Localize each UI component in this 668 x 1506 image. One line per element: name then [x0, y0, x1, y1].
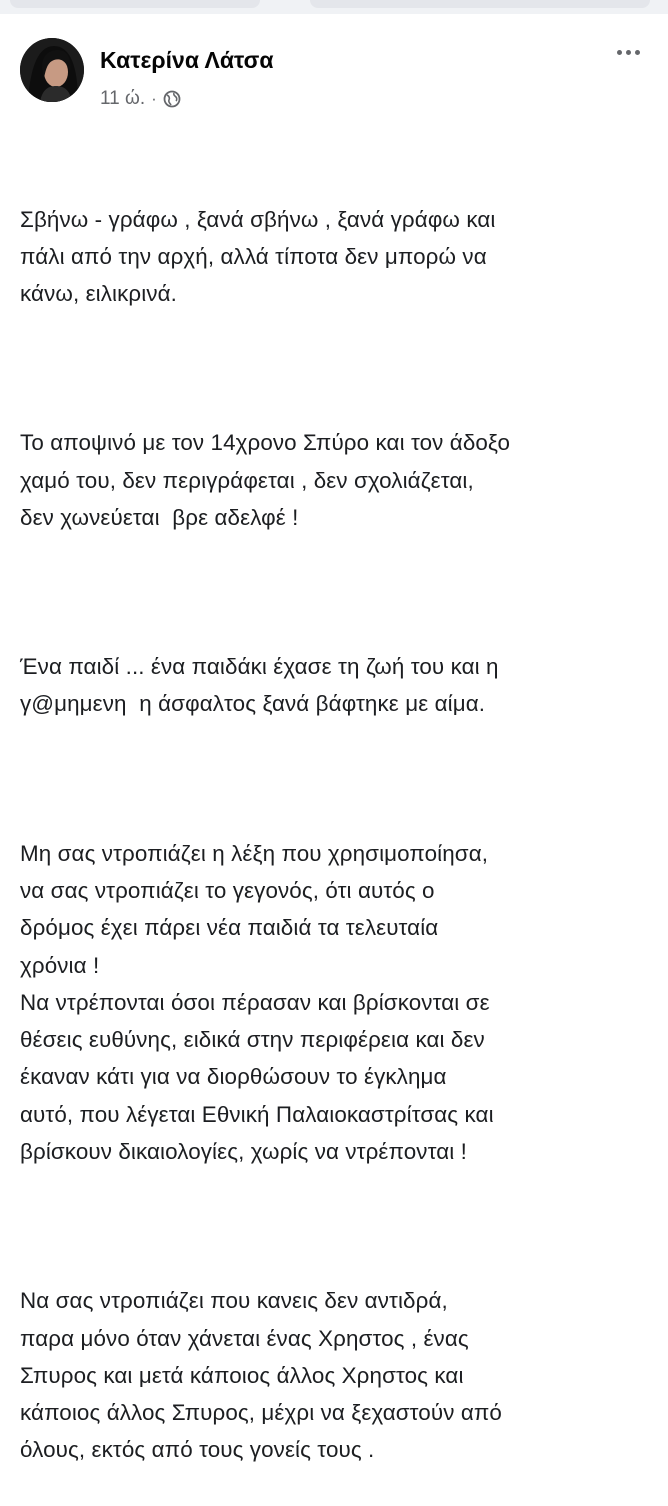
post-paragraph-5: Να σας ντροπιάζει που κανεις δεν αντιδρά, παρα μόνο όταν χάνεται ένας Χρηστος , ένας Σπυρος και μετά κάποιος άλλος Χρηστος και κάποιος άλλος Σπυρος, μέχρι να ξεχαστούν από όλους, εκτός από τους γονείς τους . — [20, 1288, 502, 1463]
more-dot — [617, 50, 622, 55]
post-header — [20, 38, 650, 118]
more-dot — [635, 50, 640, 55]
author-name[interactable]: Κατερίνα Λάτσα — [100, 47, 274, 73]
meta-separator: · — [151, 89, 157, 108]
top-strip — [0, 0, 668, 14]
more-dot — [626, 50, 631, 55]
top-tab-left — [10, 0, 260, 8]
top-tab-right — [310, 0, 650, 8]
post-meta — [100, 88, 181, 110]
post-paragraph-1: Σβήνω - γράφω , ξανά σβήνω , ξανά γράφω και πάλι από την αρχή, αλλά τίποτα δεν μπορώ να κάνω, ειλικρινά. — [20, 206, 496, 307]
more-options-icon[interactable] — [612, 40, 644, 64]
avatar[interactable] — [20, 38, 84, 102]
globe-icon[interactable] — [163, 90, 181, 108]
post-text — [20, 126, 650, 1506]
avatar-photo — [20, 38, 84, 102]
post-paragraph-2: Το αποψινό με τον 14χρονο Σπύρο και τον άδοξο χαμό του, δεν περιγράφεται , δεν σχολιάζεται, δεν χωνεύεται βρε αδελφέ ! — [20, 430, 511, 530]
post-time[interactable]: 11 ώ. — [100, 88, 146, 109]
post-paragraph-4: Μη σας ντροπιάζει η λέξη που χρησιμοποίησα, να σας ντροπιάζει το γεγονός, ότι αυτός ο δρόμος έχει πάρει νέα παιδιά τα τελευταία χρόνια ! Να ντρέπονται όσοι πέρασαν και βρίσκονται σε θέσεις ευθύνης, ειδικά στην περιφέρεια και δεν έκαναν κάτι για να διορθώσουν το έγκλημα αυτό, που λέγεται Εθνική Παλαιοκαστρίτσας και βρίσκουν δικαιολογίες, χωρίς να ντρέπονται ! — [20, 840, 494, 1165]
post-paragraph-3: Ένα παιδί ... ένα παιδάκι έχασε τη ζωή του και η γ@μημενη η άσφαλτος ξανά βάφτηκε με αίμα. — [20, 654, 499, 717]
